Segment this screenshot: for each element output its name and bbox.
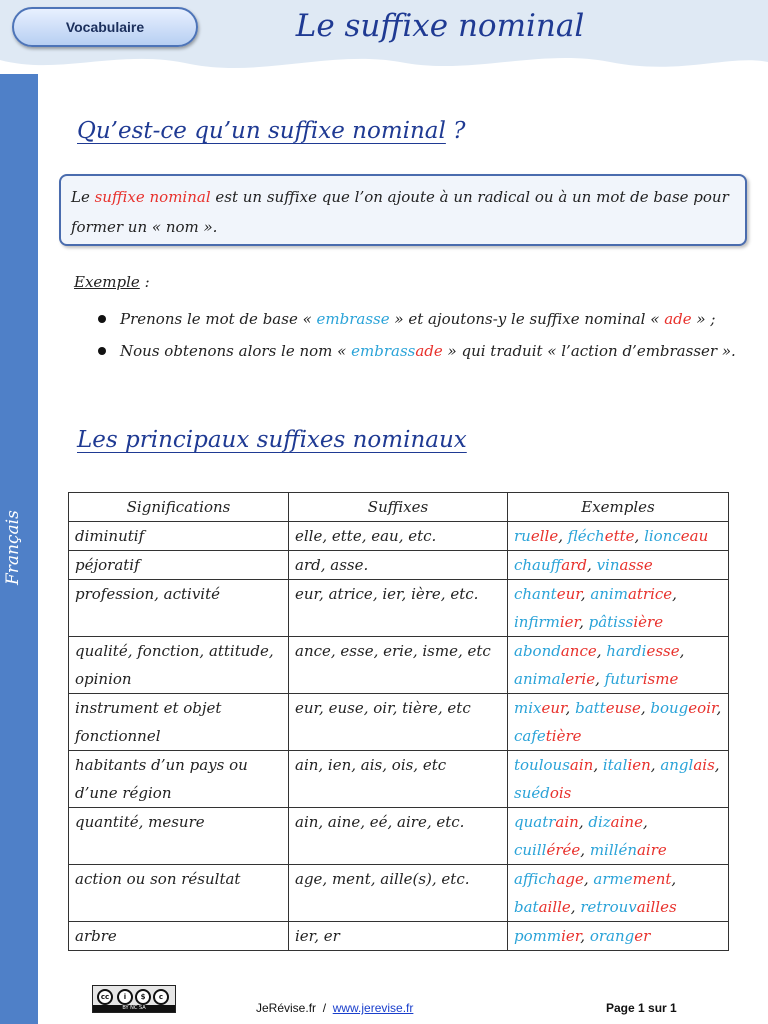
example-word — [514, 613, 589, 631]
word-stem: retrouv — [580, 898, 637, 916]
suffixes-cell: ance, esse, erie, isme, etc — [289, 637, 508, 694]
examples-cell — [508, 865, 729, 922]
example-label-colon: : — [139, 273, 150, 291]
page-number: Page 1 sur 1 — [606, 1001, 677, 1015]
word-suffix: age — [556, 870, 584, 888]
example-word — [568, 527, 644, 545]
word-suffix: ain — [569, 756, 594, 774]
example-word — [514, 813, 588, 831]
bullet-text: » ; — [691, 310, 716, 328]
word-stem: chant — [514, 585, 557, 603]
signification-cell: diminutif — [69, 522, 289, 551]
stem-word: embrass — [351, 342, 416, 360]
word-suffix: ance — [560, 642, 597, 660]
signification-cell: action ou son résultat — [69, 865, 289, 922]
by-icon: i — [117, 989, 133, 1005]
word-separator: , — [579, 613, 589, 631]
word-stem: anim — [590, 585, 628, 603]
footer-site — [256, 1001, 413, 1015]
word-stem: ital — [602, 756, 628, 774]
signification-cell: péjoratif — [69, 551, 289, 580]
signification-cell: arbre — [69, 922, 289, 951]
examples-cell — [508, 922, 729, 951]
word-suffix: euse — [605, 699, 641, 717]
word-separator: , — [578, 813, 589, 831]
example-word — [650, 699, 721, 717]
suffixes-cell: ard, asse. — [289, 551, 508, 580]
example-word — [575, 699, 650, 717]
examples-cell — [508, 551, 729, 580]
word-stem: futur — [604, 670, 643, 688]
example-word — [603, 756, 660, 774]
bullet-text: Nous obtenons alors le nom « — [120, 342, 352, 360]
word-stem: cuill — [514, 841, 547, 859]
suffixes-cell: elle, ette, eau, etc. — [289, 522, 508, 551]
word-separator: , — [716, 699, 722, 717]
example-word — [590, 841, 667, 859]
examples-cell — [508, 522, 729, 551]
word-stem: affich — [514, 870, 557, 888]
word-stem: pâtiss — [588, 613, 634, 631]
word-suffix: érée — [546, 841, 581, 859]
suffixes-cell: eur, euse, oir, tière, etc — [289, 694, 508, 751]
section-title-suffixes — [77, 427, 467, 453]
table-row — [69, 580, 729, 637]
examples-cell — [508, 808, 729, 865]
example-label — [74, 273, 150, 291]
word-separator: , — [593, 756, 603, 774]
word-separator: , — [580, 841, 590, 859]
word-suffix: ien — [627, 756, 651, 774]
example-word — [606, 642, 684, 660]
suffixes-cell: ain, ien, ais, ois, etc — [289, 751, 508, 808]
page-title: Le suffixe nominal — [295, 8, 585, 44]
table-row — [69, 922, 729, 951]
examples-cell — [508, 637, 729, 694]
word-suffix: isme — [642, 670, 679, 688]
word-suffix: ette — [604, 527, 635, 545]
table-row — [69, 865, 729, 922]
word-stem: batt — [575, 699, 606, 717]
example-word — [514, 784, 571, 802]
definition-part1: Le — [71, 188, 95, 206]
word-separator: , — [650, 756, 661, 774]
column-header: Suffixes — [289, 493, 508, 522]
word-separator: , — [595, 670, 605, 688]
signification-cell: qualité, fonction, attitude, opinion — [69, 637, 289, 694]
word-stem: millén — [589, 841, 637, 859]
example-word — [514, 898, 580, 916]
word-separator: , — [580, 585, 591, 603]
word-suffix: ailles — [636, 898, 677, 916]
example-word — [514, 756, 603, 774]
section-title-mark: ? — [445, 118, 466, 144]
word-separator: , — [642, 813, 648, 831]
word-separator: , — [679, 642, 685, 660]
word-suffix: elle — [530, 527, 559, 545]
word-separator: , — [558, 527, 568, 545]
word-separator: , — [714, 756, 720, 774]
word-separator: , — [570, 898, 581, 916]
word-stem: abond — [514, 642, 561, 660]
word-stem: infirm — [514, 613, 560, 631]
example-word — [588, 813, 647, 831]
table-body — [69, 522, 729, 951]
word-suffix: eur — [556, 585, 581, 603]
word-stem: arme — [593, 870, 633, 888]
word-separator: , — [580, 927, 590, 945]
word-stem: suéd — [514, 784, 550, 802]
column-header: Significations — [69, 493, 289, 522]
word-suffix: aire — [636, 841, 667, 859]
signification-cell: habitants d’un pays ou d’une région — [69, 751, 289, 808]
word-stem: hardi — [606, 642, 647, 660]
word-suffix: asse — [619, 556, 653, 574]
example-word — [514, 699, 575, 717]
suffixes-cell: eur, atrice, ier, ière, etc. — [289, 580, 508, 637]
table-row — [69, 522, 729, 551]
license-text: BY NC SA — [122, 1005, 146, 1011]
definition-part2: est un suffixe que l’on ajoute à un radical ou à un mot de base pour former un « nom ». — [71, 188, 729, 236]
sa-icon: c — [153, 989, 169, 1005]
word-stem: chauff — [514, 556, 562, 574]
word-suffix: ard — [561, 556, 588, 574]
word-stem: toulous — [514, 756, 570, 774]
word-suffix: esse — [646, 642, 680, 660]
example-word — [589, 613, 664, 631]
word-stem: vin — [596, 556, 620, 574]
word-stem: quatr — [514, 813, 556, 831]
site-separator: / — [316, 1001, 333, 1015]
example-word — [514, 527, 568, 545]
example-word — [514, 927, 590, 945]
word-separator: , — [596, 642, 607, 660]
word-suffix: ière — [633, 613, 664, 631]
examples-cell — [508, 751, 729, 808]
example-word — [514, 841, 590, 859]
word-separator: , — [565, 699, 576, 717]
word-suffix: eau — [680, 527, 709, 545]
example-word — [514, 556, 597, 574]
example-label-text: Exemple — [74, 273, 140, 291]
base-word: embrasse — [316, 310, 390, 328]
word-suffix: eoir — [688, 699, 717, 717]
word-suffix: er — [634, 927, 651, 945]
license-badge — [92, 985, 176, 1013]
word-suffix: ain — [555, 813, 579, 831]
table-row — [69, 637, 729, 694]
section-title-text: Les principaux suffixes nominaux — [77, 427, 467, 453]
word-stem: pomm — [514, 927, 562, 945]
signification-cell: profession, activité — [69, 580, 289, 637]
word-stem: diz — [588, 813, 611, 831]
category-badge: Vocabulaire — [12, 7, 198, 47]
example-word — [514, 642, 606, 660]
word-suffix: tière — [545, 727, 582, 745]
word-suffix: erie — [565, 670, 596, 688]
section-title-text: Qu’est-ce qu’un suffixe nominal — [77, 118, 446, 144]
example-word — [593, 870, 676, 888]
word-suffix: aine — [610, 813, 643, 831]
example-word — [590, 585, 677, 603]
example-word — [514, 727, 582, 745]
table-row — [69, 808, 729, 865]
signification-cell: instrument et objet fonctionnel — [69, 694, 289, 751]
example-word — [605, 670, 679, 688]
example-word — [514, 870, 593, 888]
word-stem: animal — [514, 670, 566, 688]
subject-label — [3, 551, 23, 585]
word-stem: mix — [514, 699, 542, 717]
definition-term: suffixe nominal — [94, 188, 211, 206]
table-row — [69, 694, 729, 751]
examples-cell — [508, 694, 729, 751]
word-stem: bat — [514, 898, 539, 916]
word-stem: boug — [650, 699, 689, 717]
example-word — [660, 756, 719, 774]
bullet-text: » et ajoutons-y le suffixe nominal « — [389, 310, 665, 328]
license-strip — [93, 1005, 175, 1012]
word-suffix: ment — [632, 870, 672, 888]
word-suffix: aille — [538, 898, 571, 916]
word-separator: , — [640, 699, 651, 717]
table-row — [69, 551, 729, 580]
bullet-text: Prenons le mot de base « — [120, 310, 317, 328]
word-suffix: atrice — [627, 585, 673, 603]
site-name: JeRévise.fr — [256, 1001, 317, 1015]
word-stem: angl — [660, 756, 694, 774]
word-suffix: ois — [549, 784, 572, 802]
word-stem: fléch — [567, 527, 605, 545]
word-separator: , — [672, 585, 677, 603]
suffixes-cell: age, ment, aille(s), etc. — [289, 865, 508, 922]
site-link[interactable]: www.jerevise.fr — [332, 1001, 414, 1015]
word-separator: , — [583, 870, 594, 888]
word-stem: cafe — [514, 727, 546, 745]
word-suffix: eur — [541, 699, 566, 717]
word-separator: , — [634, 527, 645, 545]
example-word — [644, 527, 708, 545]
word-stem: ru — [514, 527, 531, 545]
word-stem: lionc — [644, 527, 681, 545]
example-word — [514, 670, 605, 688]
word-separator: , — [671, 870, 677, 888]
example-bullet-2 — [96, 335, 736, 367]
word-separator: , — [587, 556, 597, 574]
word-stem: orang — [589, 927, 635, 945]
bullet-text: » qui traduit « l’action d’embrasser ». — [442, 342, 736, 360]
word-suffix: ais — [693, 756, 715, 774]
suffix-word: ade — [415, 342, 443, 360]
example-bullet-1 — [96, 303, 736, 335]
example-list — [96, 303, 736, 367]
example-word — [514, 585, 590, 603]
example-word — [590, 927, 650, 945]
column-header: Exemples — [508, 493, 729, 522]
word-suffix: ier — [559, 613, 580, 631]
word-suffix: ier — [561, 927, 581, 945]
examples-cell — [508, 580, 729, 637]
nc-icon: $ — [135, 989, 151, 1005]
suffixes-cell: ier, er — [289, 922, 508, 951]
table-row — [69, 751, 729, 808]
table-header-row — [69, 493, 729, 522]
example-word — [597, 556, 653, 574]
signification-cell: quantité, mesure — [69, 808, 289, 865]
example-word — [580, 898, 676, 916]
definition-box — [59, 174, 747, 246]
section-title-definition — [77, 118, 466, 144]
suffixes-cell: ain, aine, eé, aire, etc. — [289, 808, 508, 865]
suffix-table — [68, 492, 729, 951]
cc-icon: cc — [97, 989, 113, 1005]
suffix-word: ade — [664, 310, 692, 328]
